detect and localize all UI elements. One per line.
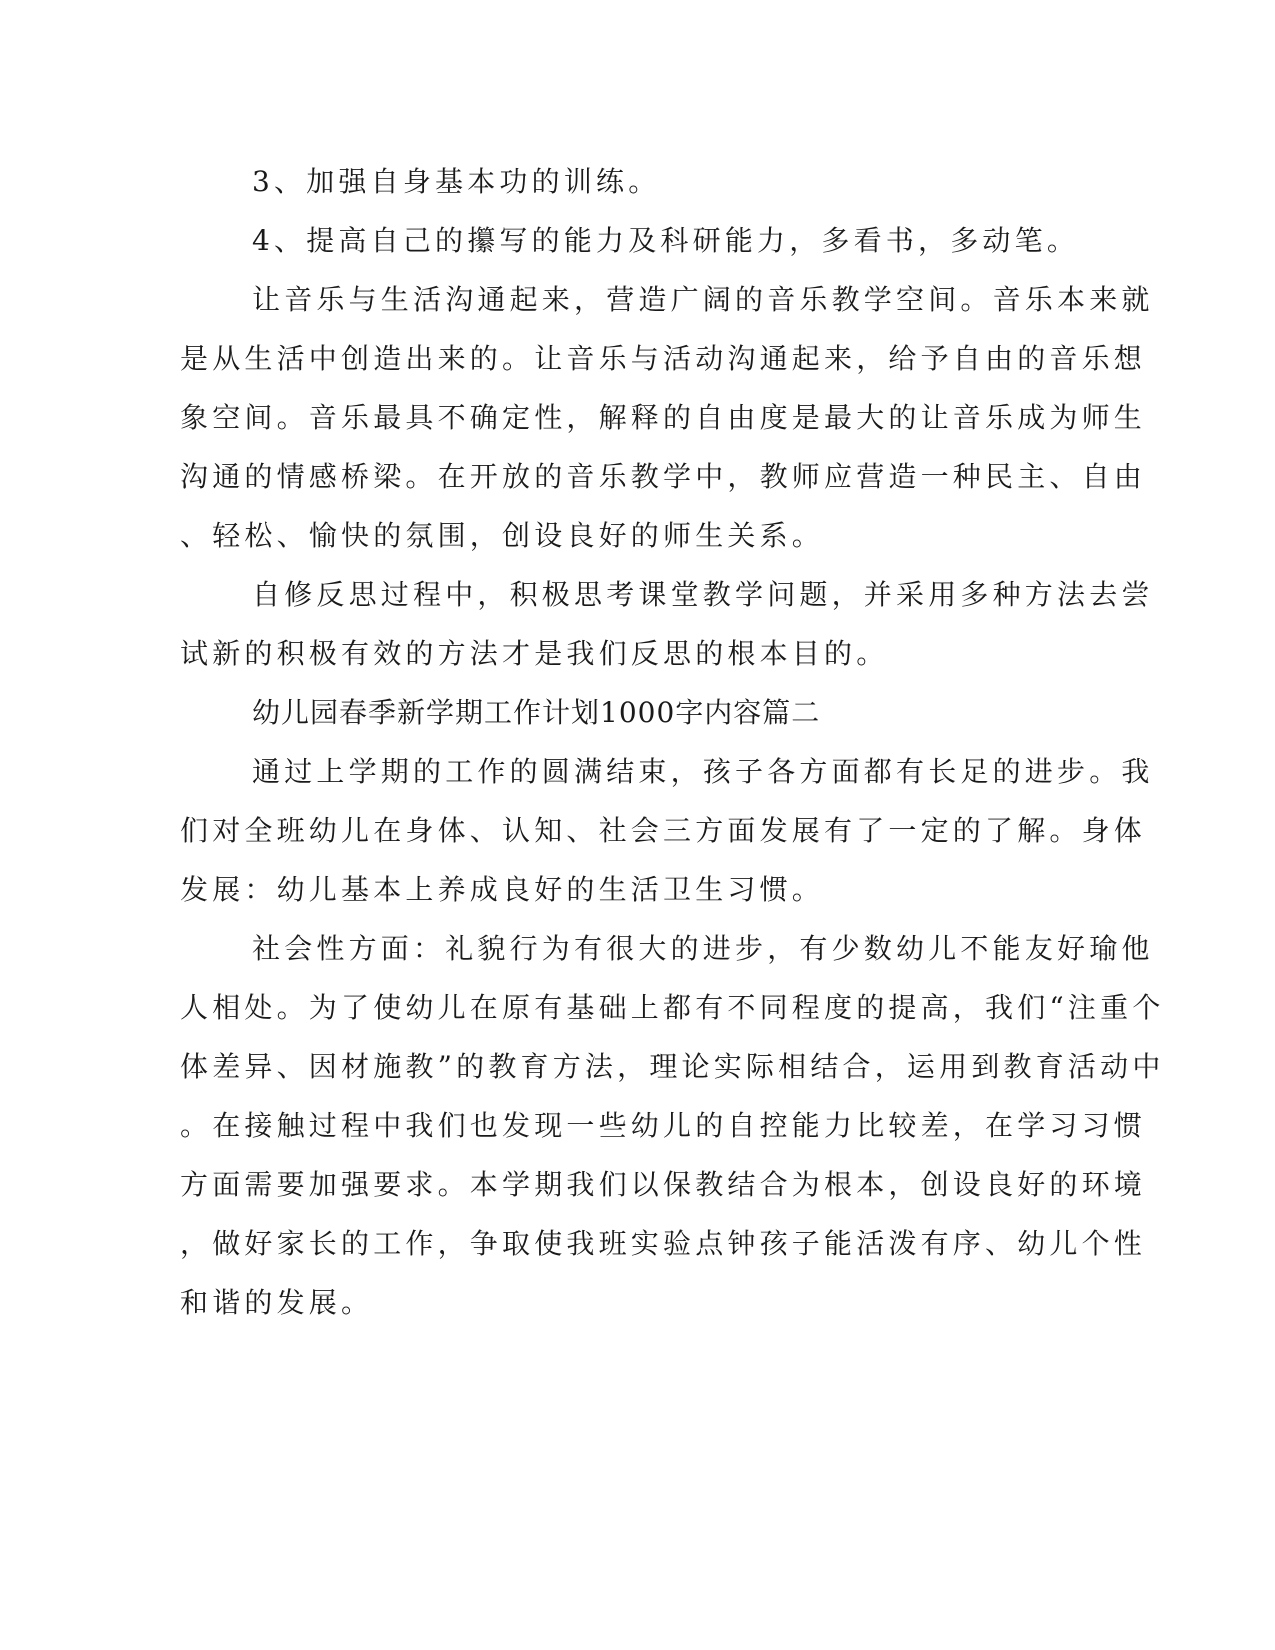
text-line: 体差异、因材施教”的教育方法，理论实际相结合，运用到教育活动中 — [180, 1050, 1165, 1083]
text-line: 是从生活中创造出来的。让音乐与活动沟通起来，给予自由的音乐想 — [180, 342, 1147, 375]
text-line: 们对全班幼儿在身体、认知、社会三方面发展有了一定的了解。身体 — [180, 814, 1147, 847]
text-line: 、轻松、愉快的氛围，创设良好的师生关系。 — [180, 519, 825, 552]
text-line: 试新的积极有效的方法才是我们反思的根本目的。 — [180, 637, 889, 670]
text-line: 方面需要加强要求。本学期我们以保教结合为根本，创设良好的环境 — [180, 1168, 1147, 1201]
text-line: 通过上学期的工作的圆满结束，孩子各方面都有长足的进步。我 — [252, 755, 1154, 788]
text-line: 3、加强自身基本功的训练。 — [252, 165, 661, 198]
text-line: 4、提高自己的攥写的能力及科研能力，多看书，多动笔。 — [252, 224, 1080, 257]
text-line: 象空间。音乐最具不确定性，解释的自由度是最大的让音乐成为师生 — [180, 401, 1147, 434]
text-line: 和谐的发展。 — [180, 1286, 374, 1319]
text-line: ，做好家长的工作，争取使我班实验点钟孩子能活泼有序、幼儿个性 — [180, 1227, 1147, 1260]
text-line: 。在接触过程中我们也发现一些幼儿的自控能力比较差，在学习习惯 — [180, 1109, 1147, 1142]
text-line: 自修反思过程中，积极思考课堂教学问题，并采用多种方法去尝 — [252, 578, 1154, 611]
text-line: 人相处。为了使幼儿在原有基础上都有不同程度的提高，我们“注重个 — [180, 991, 1165, 1024]
text-line: 沟通的情感桥梁。在开放的音乐教学中，教师应营造一种民主、自由 — [180, 460, 1147, 493]
text-line: 发展：幼儿基本上养成良好的生活卫生习惯。 — [180, 873, 825, 906]
text-line: 让音乐与生活沟通起来，营造广阔的音乐教学空间。音乐本来就 — [252, 283, 1154, 316]
section-heading: 幼儿园春季新学期工作计划1000字内容篇二 — [252, 696, 821, 729]
text-line: 社会性方面：礼貌行为有很大的进步，有少数幼儿不能友好瑜他 — [252, 932, 1154, 965]
